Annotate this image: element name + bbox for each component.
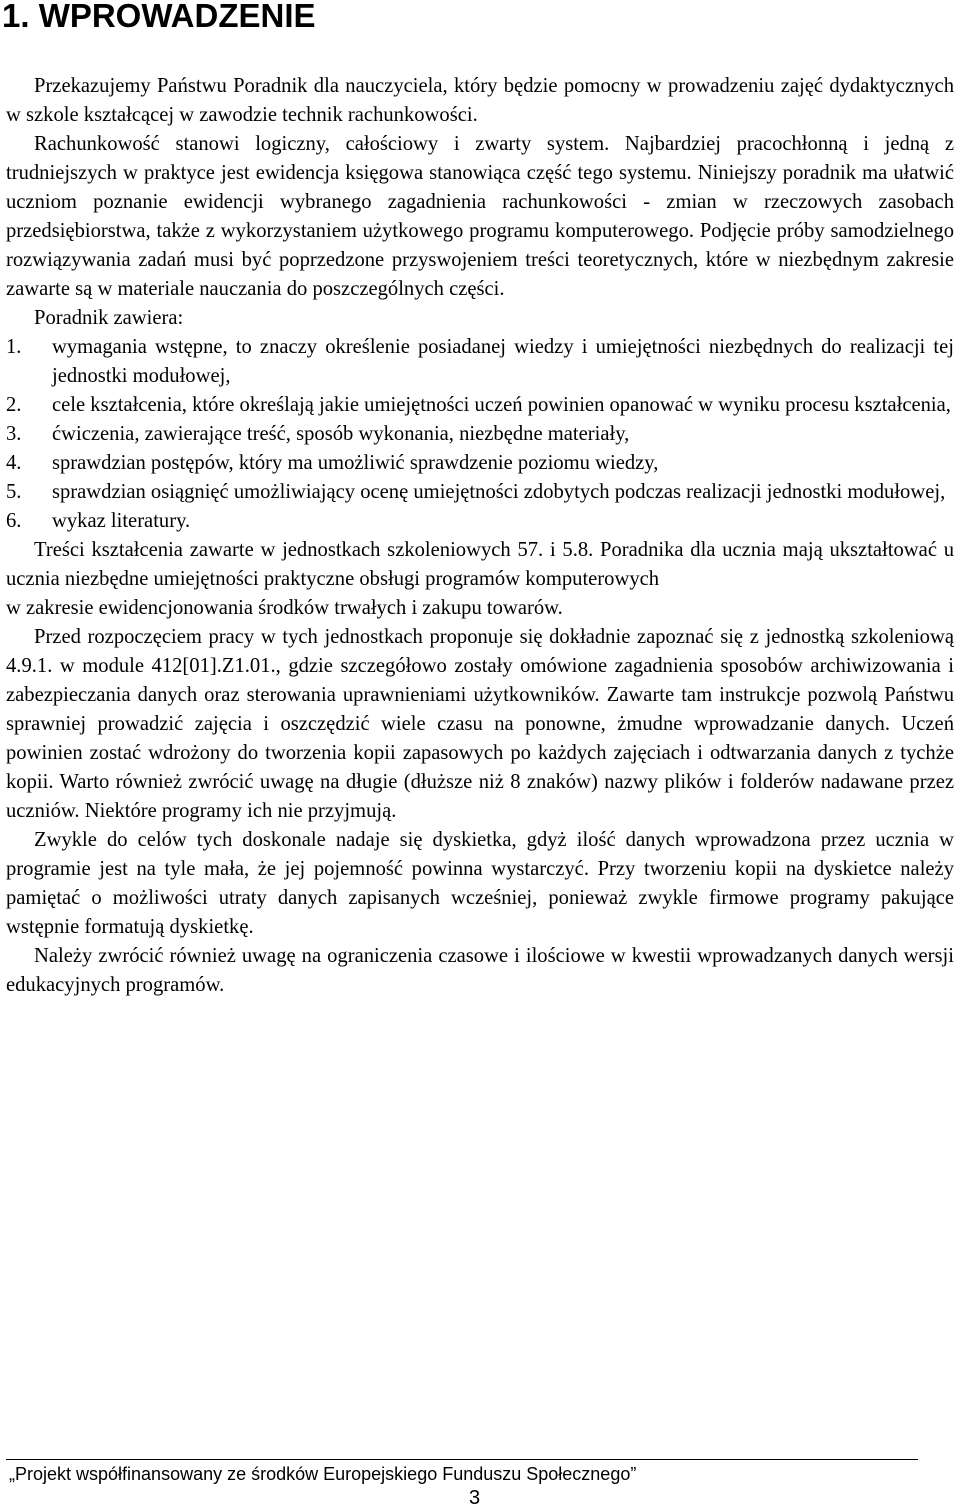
list-item-number: 1. xyxy=(6,336,22,358)
paragraph-accounting-system: Rachunkowość stanowi logiczny, całościowy i zwarty system. Najbardziej pracochłonną i jedną z trudniejszych w praktyce jest ewidencja księgowa stanowiąca część tego systemu. Niniejszy poradnik ma ułatwić uczniom poznanie ewidencji wybranego zagadnienia rachunkowości - zmian w rzeczowych zasobach przedsiębiorstwa, także z wykorzystaniem użytkowego programu komputerowego. Podjęcie próby samodzielnego rozwiązywania zadań musi być poprzedzone przyswojeniem treści teoretycznych, które w niezbędnym zakresie zawarte są w materiale nauczania do poszczególnych części. xyxy=(6,133,954,300)
list-item-text: wymagania wstępne, to znaczy określenie posiadanej wiedzy i umiejętności niezbędnych do realizacji tej jednostki modułowej, xyxy=(52,336,954,387)
footer-project-note: „Projekt współfinansowany ze środków Europejskiego Funduszu Społecznego” xyxy=(9,1464,637,1484)
paragraph-training-content: Treści kształcenia zawarte w jednostkach szkoleniowych 57. i 5.8. Poradnika dla ucznia mają ukształtować u ucznia niezbędne umiejętności praktyczne obsługi programów komputerowych xyxy=(6,539,954,590)
list-item-number: 2. xyxy=(6,394,22,416)
paragraph-limitations: Należy zwrócić również uwagę na ograniczenia czasowe i ilościowe w kwestii wprowadzanych danych wersji edukacyjnych programów. xyxy=(6,945,954,996)
paragraph-training-content-continued: w zakresie ewidencjonowania środków trwałych i zakupu towarów. xyxy=(6,597,563,619)
list-item-text: cele kształcenia, które określają jakie umiejętności uczeń powinien opanować w wyniku procesu kształcenia, xyxy=(52,394,951,416)
list-item xyxy=(6,333,954,391)
footer-divider xyxy=(6,1459,918,1460)
list-item-text: wykaz literatury. xyxy=(52,510,191,532)
list-item-number: 3. xyxy=(6,423,22,445)
paragraph-contents-intro: Poradnik zawiera: xyxy=(34,307,184,329)
paragraph-intro: Przekazujemy Państwu Poradnik dla nauczyciela, który będzie pomocny w prowadzeniu zajęć dydaktycznych w szkole kształcącej w zawodzie technik rachunkowości. xyxy=(6,75,954,126)
paragraph-floppy-disk: Zwykle do celów tych doskonale nadaje się dyskietka, gdyż ilość danych wprowadzona przez ucznia w programie jest na tyle mała, że jej pojemność powinna wystarczyć. Przy tworzeniu kopii na dyskietce należy pamiętać o możliwości utraty danych zapisanych wcześniej, ponieważ zwykle firmowe programy pakujące wstępnie formatują dyskietkę. xyxy=(6,829,954,938)
list-item xyxy=(6,449,954,478)
list-item-text: ćwiczenia, zawierające treść, sposób wykonania, niezbędne materiały, xyxy=(52,423,630,445)
section-heading: 1. WPROWADZENIE xyxy=(2,0,316,34)
list-item-number: 6. xyxy=(6,510,22,532)
list-item-text: sprawdzian postępów, który ma umożliwić sprawdzenie poziomu wiedzy, xyxy=(52,452,659,474)
list-item-number: 5. xyxy=(6,481,22,503)
list-item xyxy=(6,478,954,507)
contents-list xyxy=(6,333,954,536)
list-item xyxy=(6,507,954,536)
list-item-text: sprawdzian osiągnięć umożliwiający ocenę umiejętności zdobytych podczas realizacji jednostki modułowej, xyxy=(52,481,946,503)
list-item-number: 4. xyxy=(6,452,22,474)
list-item xyxy=(6,420,954,449)
paragraph-preparation: Przed rozpoczęciem pracy w tych jednostkach proponuje się dokładnie zapoznać się z jednostką szkoleniową 4.9.1. w module 412[01].Z1.01., gdzie szczegółowo zostały omówione zagadnienia sposobów archiwizowania i zabezpieczania danych oraz sterowania uprawnieniami użytkowników. Zawarte tam instrukcje pozwolą Państwu sprawniej prowadzić zajęcia i oszczędzić wiele czasu na ponowne, żmudne wprowadzanie danych. Uczeń powinien zostać wdrożony do tworzenia kopii zapasowych po każdych zajęciach i odtwarzania danych z tychże kopii. Warto również zwrócić uwagę na długie (dłuższe niż 8 znaków) nazwy plików i folderów nadawane przez uczniów. Niektóre programy ich nie przyjmują. xyxy=(6,626,954,822)
page-number: 3 xyxy=(469,1487,481,1509)
document-body xyxy=(6,72,954,1000)
list-item xyxy=(6,391,954,420)
